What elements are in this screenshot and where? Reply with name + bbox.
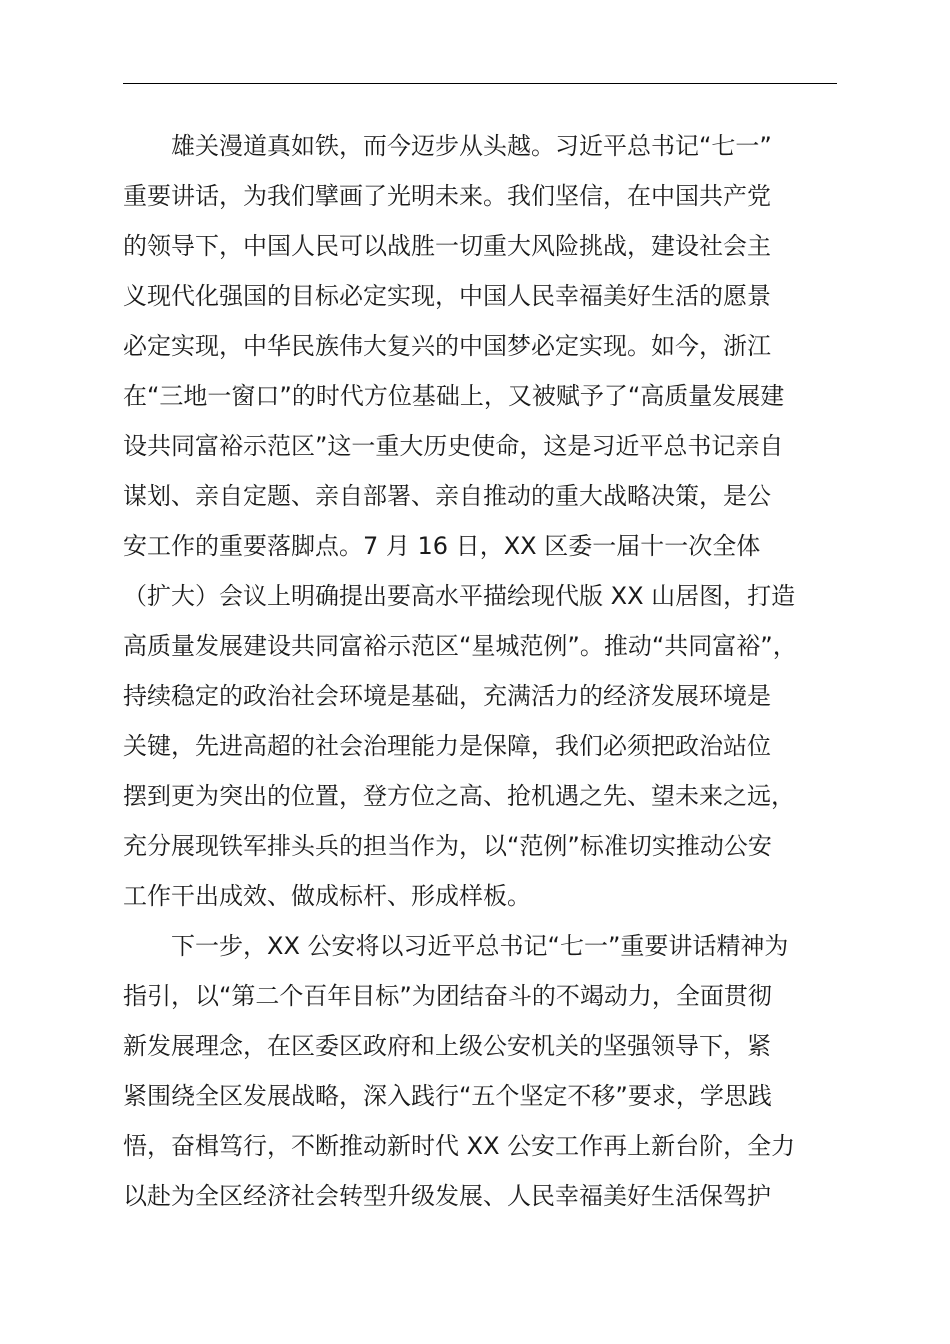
paragraph-1-line: 关键，先进高超的社会治理能力是保障，我们必须把政治站位 <box>123 732 771 760</box>
paragraph-1-line: 谋划、亲自定题、亲自部署、亲自推动的重大战略决策，是公 <box>123 482 771 510</box>
paragraph-2-line: 紧围绕全区发展战略，深入践行“五个坚定不移”要求，学思践 <box>123 1082 772 1110</box>
paragraph-1-line: 充分展现铁军排头兵的担当作为，以“范例”标准切实推动公安 <box>123 832 772 860</box>
paragraph-2-line: 新发展理念，在区委区政府和上级公安机关的坚强领导下，紧 <box>123 1032 771 1060</box>
paragraph-1-line: 摆到更为突出的位置，登方位之高、抢机遇之先、望未来之远， <box>123 782 795 810</box>
paragraph-1-line: 雄关漫道真如铁，而今迈步从头越。习近平总书记“七一” <box>171 132 772 160</box>
paragraph-2-line: 下一步，XX 公安将以习近平总书记“七一”重要讲话精神为 <box>171 932 789 960</box>
paragraph-1-line: 的领导下，中国人民可以战胜一切重大风险挑战，建设社会主 <box>123 232 771 260</box>
paragraph-1-line: 安工作的重要落脚点。7 月 16 日，XX 区委一届十一次全体 <box>123 532 761 560</box>
paragraph-2-line: 指引，以“第二个百年目标”为团结奋斗的不竭动力，全面贯彻 <box>123 982 772 1010</box>
document-body <box>123 127 837 1227</box>
paragraph-1-line: （扩大）会议上明确提出要高水平描绘现代版 XX 山居图，打造 <box>123 582 796 610</box>
paragraph-2-line: 悟，奋楫笃行，不断推动新时代 XX 公安工作再上新台阶，全力 <box>123 1132 796 1160</box>
paragraph-1-line: 持续稳定的政治社会环境是基础，充满活力的经济发展环境是 <box>123 682 771 710</box>
paragraph-1-line: 工作干出成效、做成标杆、形成样板。 <box>123 882 531 910</box>
paragraph-1-line: 高质量发展建设共同富裕示范区“星城范例”。推动“共同富裕”， <box>123 632 797 660</box>
paragraph-1-line: 设共同富裕示范区”这一重大历史使命，这是习近平总书记亲自 <box>123 432 784 460</box>
paragraph-1-line: 义现代化强国的目标必定实现，中国人民幸福美好生活的愿景 <box>123 282 771 310</box>
paragraph-1-line: 在“三地一窗口”的时代方位基础上，又被赋予了“高质量发展建 <box>123 382 785 410</box>
header-rule <box>123 83 837 84</box>
paragraph-1-line: 重要讲话，为我们擘画了光明未来。我们坚信，在中国共产党 <box>123 182 771 210</box>
paragraph-1-line: 必定实现，中华民族伟大复兴的中国梦必定实现。如今，浙江 <box>123 332 771 360</box>
paragraph-2-line: 以赴为全区经济社会转型升级发展、人民幸福美好生活保驾护 <box>123 1182 771 1210</box>
